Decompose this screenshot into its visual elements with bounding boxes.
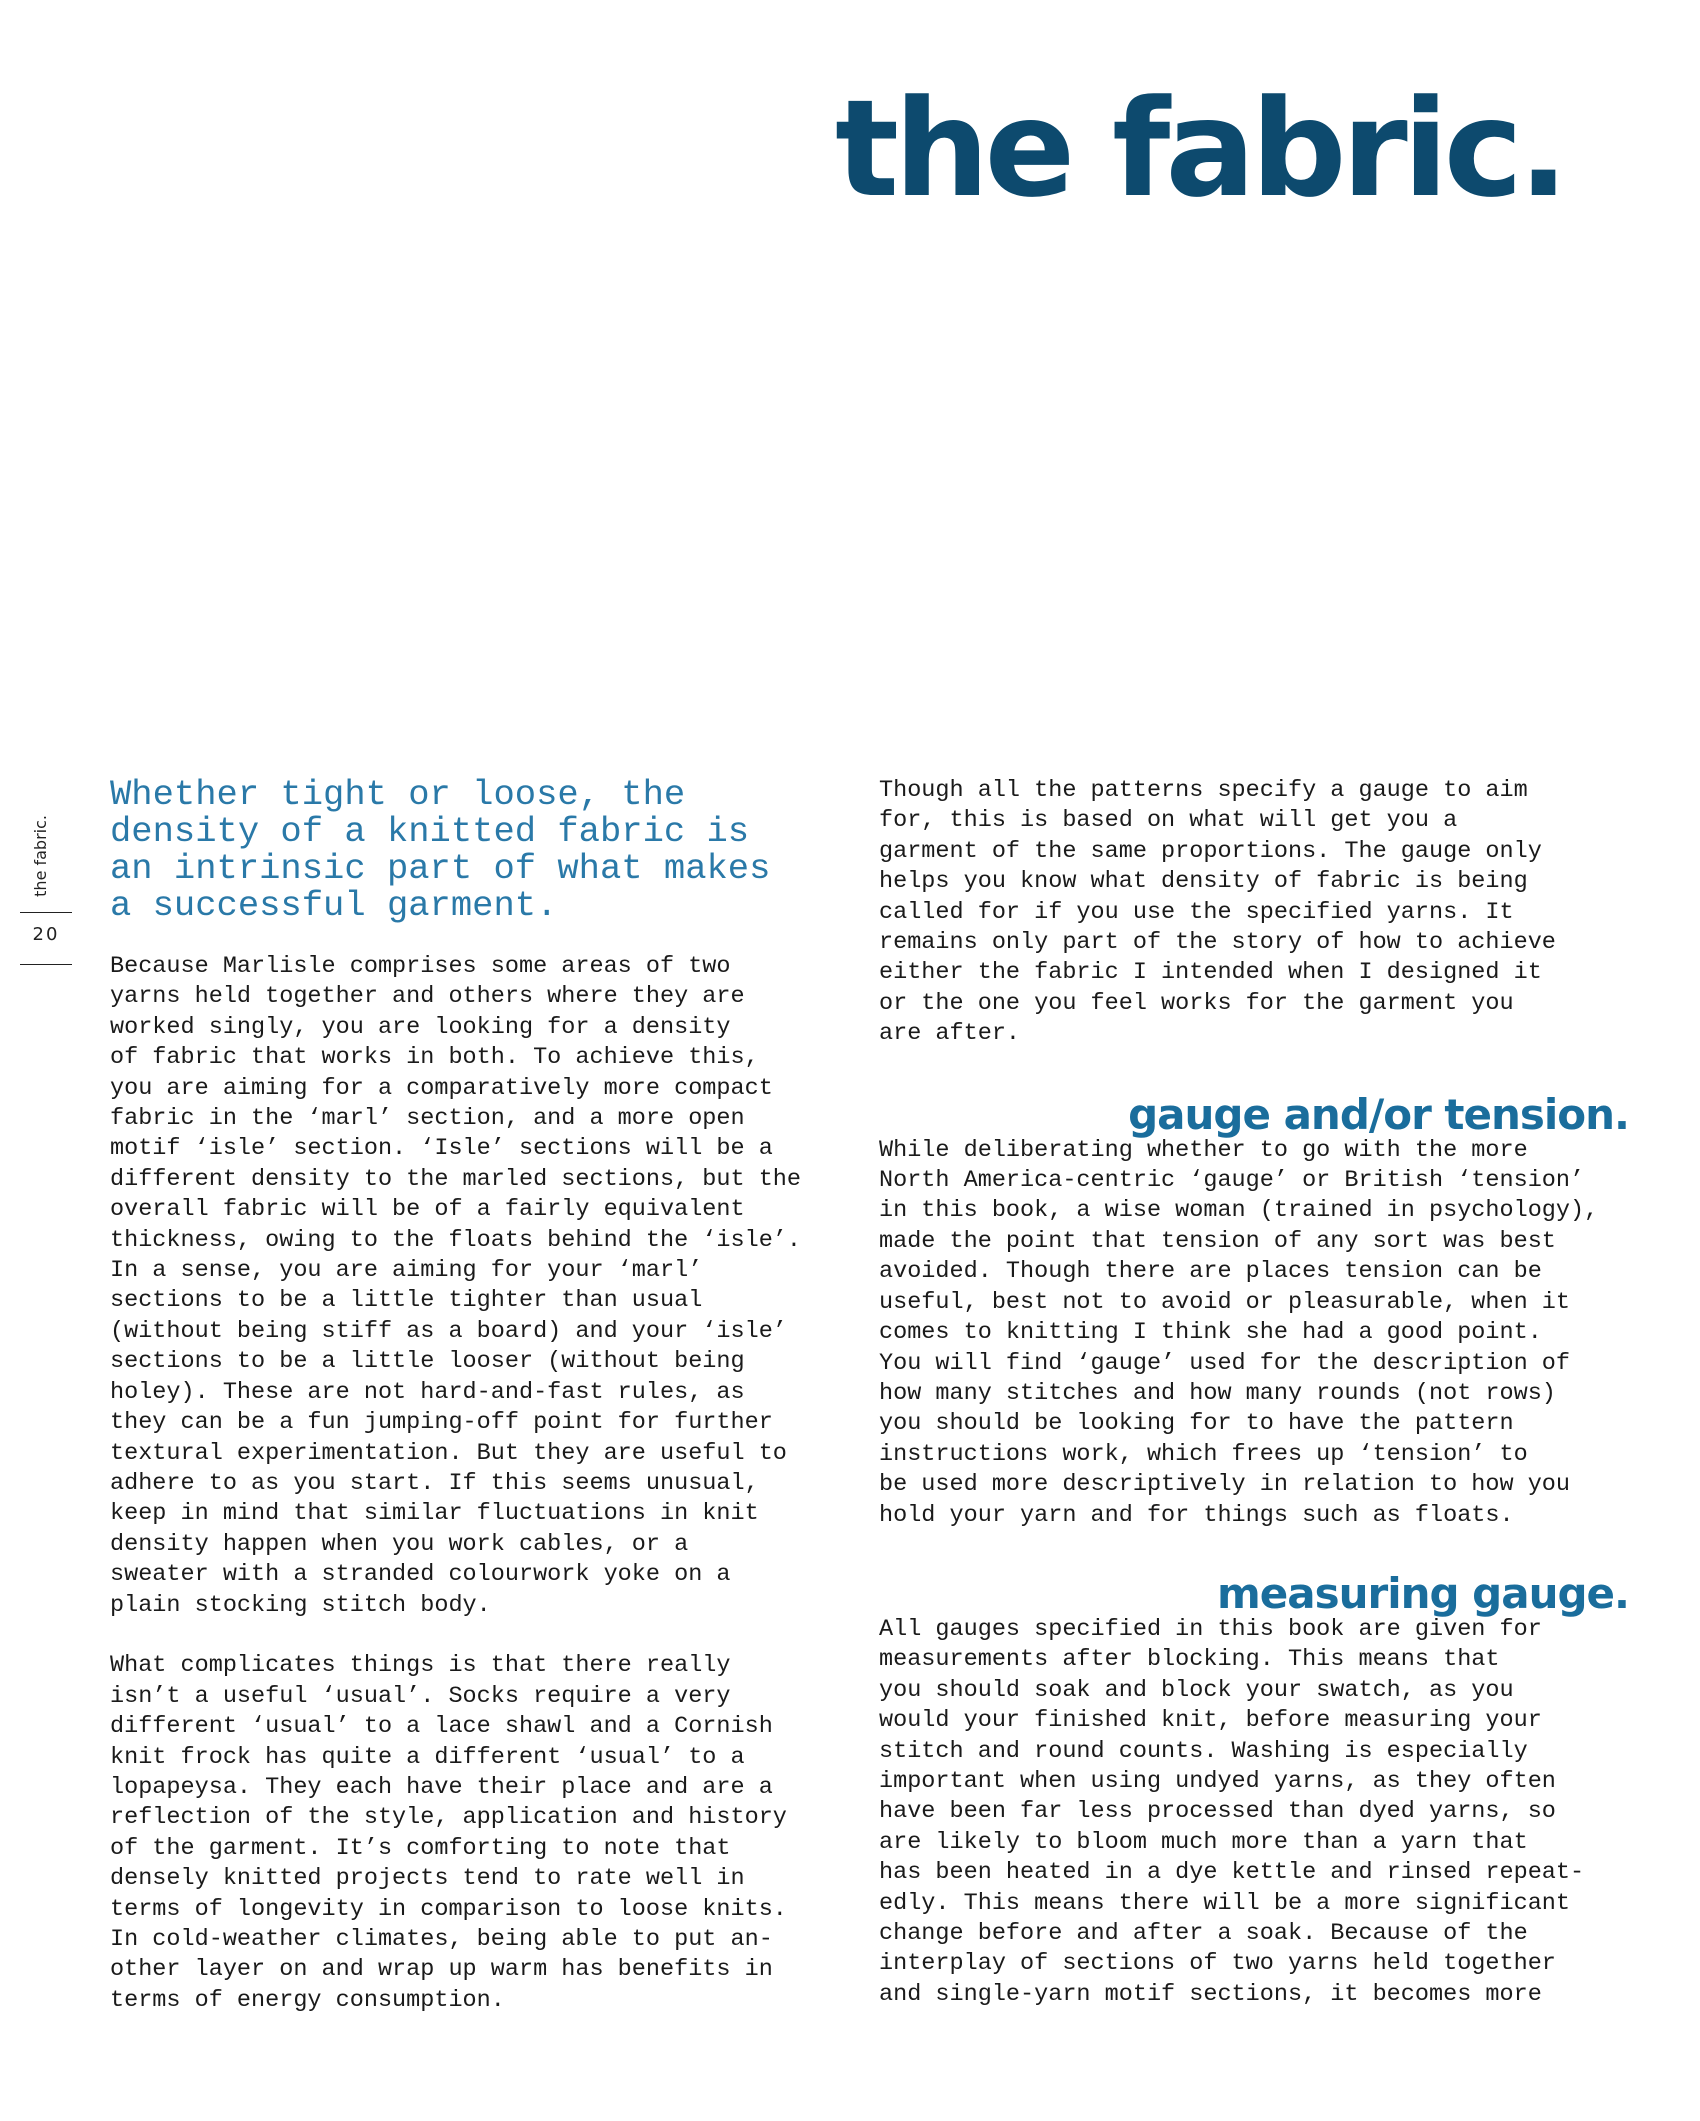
tab-divider-bottom — [20, 964, 72, 965]
body-paragraph-usual: What complicates things is that there really isn’t a useful ‘usual’. Socks require a very different ‘usual’ to a lace shawl and a Cornish knit frock has quite a different ‘usual’ to a lopapeysa. They each have their place and are a reflection of the style, application and history of the garment. It’s comforting to note that densely knitted projects tend to rate well in terms of longevity in comparison to loose knits. In cold-weather climates, being able to put an- other layer on and wrap up warm has benefits in terms of energy consumption. — [110, 1652, 787, 2014]
running-title: the fabric. — [31, 815, 50, 897]
body-paragraph-marlisle-density: Because Marlisle comprises some areas of two yarns held together and others where they are worked singly, you are looking for a density of fabric that works in both. To achieve this, you are aiming for a comparatively more compact fabric in the ‘marl’ section, and a more open motif ‘isle’ section. ‘Isle’ sections will be a different density to the marled sections, but the overall fabric will be of a fairly equivalent thickness, owing to the floats behind the ‘isle’. In a sense, you are aiming for your ‘marl’ sections to be a little tighter than usual (without being stiff as a board) and your ‘isle’ sections to be a little looser (without being holey). These are not hard-and-fast rules, as they can be a fun jumping-off point for further textural experimentation. But they are useful to adhere to as you start. If this seems unusual, keep in mind that similar fluctuations in knit density happen when you work cables, or a sweater with a stranded colourwork yoke on a plain stocking stitch body. — [110, 953, 802, 1619]
page-number: 20 — [32, 924, 60, 945]
body-paragraph-measuring-gauge: All gauges specified in this book are given for measurements after blocking. This means that you should soak and block your swatch, as you would your finished knit, before measuring your stitch and round counts. Washing is especially important when using undyed yarns, as they often have been far less processed than dyed yarns, so are likely to bloom much more than a yarn that has been heated in a dye kettle and rinsed repeat- edly. This means there will be a more significant change before and after a soak. Because of the interplay of sections of two yarns held together and single-yarn motif sections, it becomes more — [879, 1615, 1585, 2008]
side-tab — [20, 810, 72, 966]
section-heading-gauge-tension: gauge and/or tension. — [1128, 1089, 1629, 1139]
tab-divider-top — [20, 912, 72, 913]
page-title: the fabric. — [835, 71, 1564, 227]
lead-paragraph: Whether tight or loose, the density of a knitted fabric is an intrinsic part of what makes a successful garment. — [110, 774, 771, 926]
right-column — [879, 776, 1629, 2010]
left-column — [110, 776, 860, 2016]
body-paragraph-patterns-gauge: Though all the patterns specify a gauge to aim for, this is based on what will get you a garment of the same proportions. The gauge only helps you know what density of fabric is being called for if you use the specified yarns. It remains only part of the story of how to achieve either the fabric I intended when I designed it or the one you feel works for the garment you are after. — [879, 777, 1556, 1048]
section-heading-measuring-gauge: measuring gauge. — [1217, 1568, 1629, 1618]
body-paragraph-gauge-tension: While deliberating whether to go with the more North America-centric ‘gauge’ or British ‘tension’ in this book, a wise woman (trained in psychology), made the point that tension of any sort was best avoided. Though there are places tension can be useful, best not to avoid or pleasurable, when it comes to knitting I think she had a good point. You will find ‘gauge’ used for the description of how many stitches and how many rounds (not rows) you should be looking for to have the pattern instructions work, which frees up ‘tension’ to be used more descriptively in relation to how you hold your yarn and for things such as floats. — [879, 1136, 1599, 1529]
